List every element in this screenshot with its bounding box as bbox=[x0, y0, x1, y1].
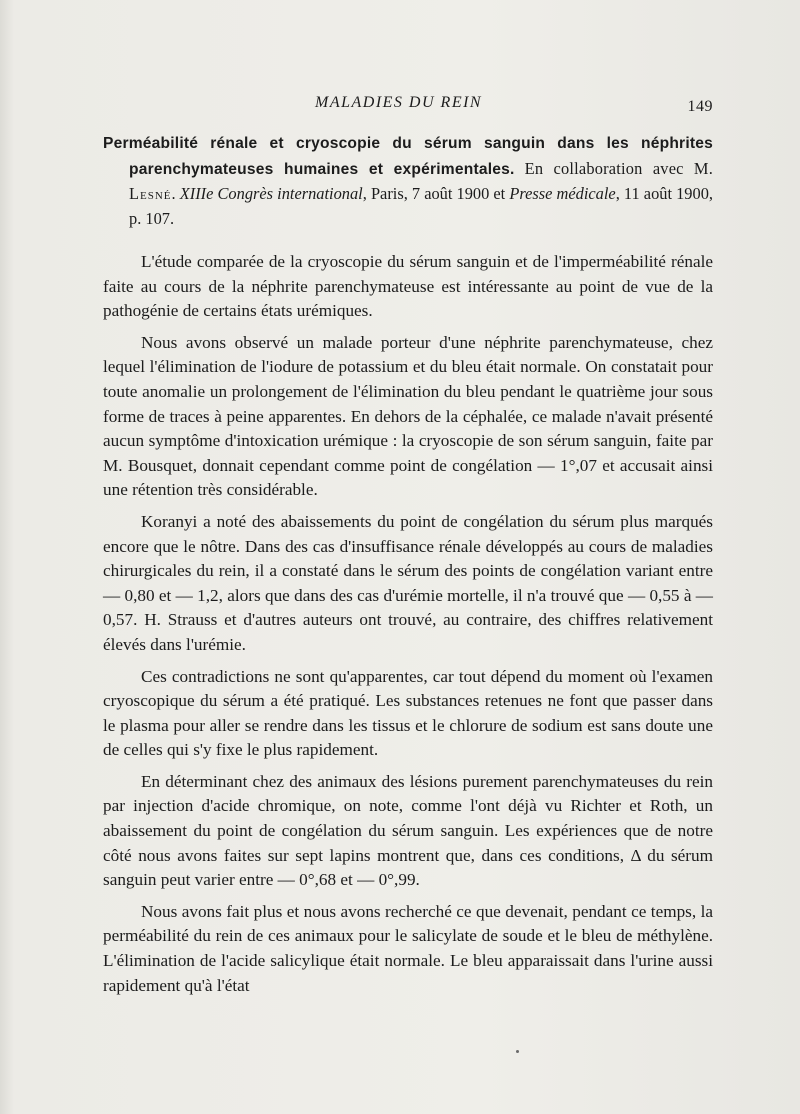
paper-speck bbox=[516, 1050, 519, 1053]
paragraph: Nous avons observé un malade porteur d'une néphrite parenchymateuse, chez lequel l'élimination de l'iodure de potassium et du bleu était normale. On constatait pour toute anomalie un prolongement de l'élimination du bleu pendant le quatrième jour sous forme de traces à peine apparentes. En dehors de la céphalée, ce malade n'avait présenté aucun symptôme d'intoxication urémique : la cryoscopie de son sérum sanguin, faite par M. Bousquet, donnait cependant comme point de congélation — 1°,07 et accusait ainsi une rétention très considérable. bbox=[103, 332, 713, 500]
paragraph: Nous avons fait plus et nous avons recherché ce que devenait, pendant ce temps, la perméabilité du rein de ces animaux pour le salicylate de soude et le bleu de méthylène. L'élimination de l'acide salicylique était normale. Le bleu apparaissait dans l'urine aussi rapidement qu'à l'état bbox=[103, 901, 713, 995]
collaboration-note: En collaboration avec M. bbox=[524, 158, 713, 178]
paragraph: En déterminant chez des animaux des lésions purement parenchymateuses du rein par injection d'acide chromique, on note, comme l'ont déjà vu Richter et Roth, un abaissement du point de congélation du sérum sanguin. Les expériences que de notre côté nous avons faites sur sept lapins montrent que, dans ces conditions, Δ du sérum sanguin peut varier entre — 0°,68 et — 0°,99. bbox=[103, 771, 713, 890]
paragraph: Ces contradictions ne sont qu'apparentes, car tout dépend du moment où l'examen cryoscopique du sérum a été pratiqué. Les substances retenues ne font que passer dans le plasma pour aller se rendre dans les tissus et le chlorure de sodium est sans doute une de celles qui s'y fixe le plus rapidement. bbox=[103, 666, 713, 760]
citation-mid: , Paris, 7 août 1900 et bbox=[362, 184, 506, 203]
coauthor-punct: . bbox=[171, 184, 176, 203]
venue-congress: XIIIe Congrès international bbox=[179, 184, 363, 203]
coauthor-name: Lesné bbox=[129, 184, 172, 203]
paragraph: Koranyi a noté des abaissements du point de congélation du sérum plus marqués encore que le nôtre. Dans des cas d'insuffisance rénale développés au cours de maladies chirurgicales du rein, il a constaté dans le sérum des points de congélation variant entre — 0,80 et — 1,2, alors que dans des cas d'urémie mortelle, il n'a trouvé que — 0,55 à — 0,57. H. Strauss et d'autres auteurs ont trouvé, au contraire, des chiffres relativement élevés dans l'urémie. bbox=[103, 511, 713, 654]
running-title: MALADIES DU REIN bbox=[315, 94, 483, 111]
paragraph: L'étude comparée de la cryoscopie du sérum sanguin et de l'imperméabilité rénale faite au cours de la néphrite parenchymateuse est intéressante au point de vue de la pathogénie de certains états urémiques. bbox=[103, 252, 713, 321]
bibliographic-entry bbox=[103, 131, 713, 231]
body-text bbox=[103, 250, 713, 1005]
venue-journal: Presse médicale bbox=[509, 184, 616, 203]
entry-title: Perméabilité rénale et cryoscopie du sérum sanguin dans les néphrites parenchymateuses humaines et expérimentales. bbox=[103, 135, 713, 178]
page-number: 149 bbox=[687, 98, 713, 115]
citation-end: , 11 août 1900, p. 107. bbox=[129, 184, 713, 228]
